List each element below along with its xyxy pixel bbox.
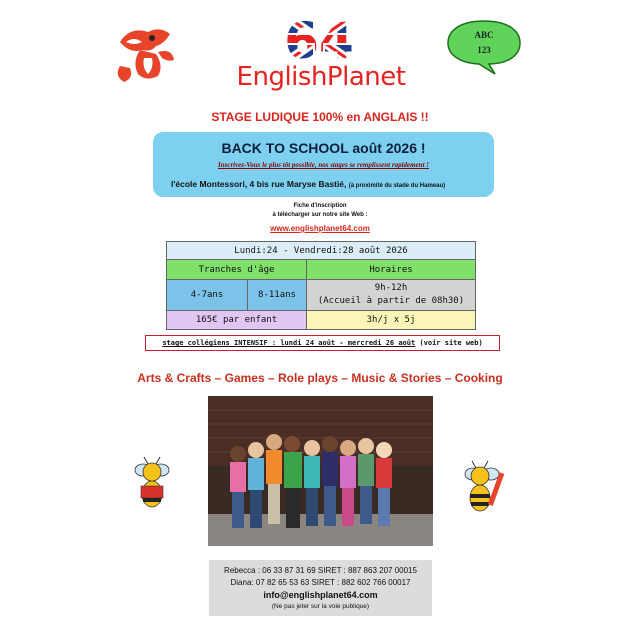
logo-64-union-jack bbox=[286, 16, 352, 62]
tagline: STAGE LUDIQUE 100% en ANGLAIS !! bbox=[211, 110, 429, 124]
contact-rebecca: Rebecca : 06 33 87 31 69 SIRET : 887 863 207 00015 bbox=[224, 566, 417, 575]
address-text: l'école Montessori, 4 bis rue Maryse Bastié, bbox=[171, 179, 347, 189]
bee-pencil-icon bbox=[460, 458, 504, 516]
contact-email[interactable]: info@englishplanet64.com bbox=[263, 590, 378, 600]
bubble-text-123: 123 bbox=[477, 45, 491, 55]
intensive-label: stage collégiens INTENSIF : lundi 24 août - mercredi 26 août bbox=[162, 339, 416, 347]
bubble-text-abc: ABC bbox=[474, 30, 494, 40]
frequency-cell: 3h/j x 5j bbox=[307, 311, 476, 330]
registration-info bbox=[0, 202, 640, 220]
age-group-2: 8-11ans bbox=[248, 280, 307, 311]
intensive-course-notice bbox=[145, 335, 500, 351]
footer-note: (Ne pas jeter sur la voie publique) bbox=[271, 603, 370, 610]
column-header-age: Tranches d'âge bbox=[167, 260, 307, 280]
registration-line-2: à télécharger sur notre site Web : bbox=[272, 212, 368, 218]
fox-mascot-illustration bbox=[112, 22, 180, 84]
address-note: (à proximité du stade du Hameau) bbox=[348, 183, 446, 189]
activities-list: Arts & Crafts – Games – Role plays – Music & Stories – Cooking bbox=[137, 371, 503, 385]
contact-diana: Diana: 07 82 65 53 63 SIRET : 882 602 766 00017 bbox=[230, 578, 411, 587]
schedule-dates: Lundi:24 - Vendredi:28 août 2026 bbox=[167, 242, 476, 260]
announcement-subtitle: Inscrivez-Vous le plus tôt possible, nos stages se remplissent rapidement ! bbox=[218, 161, 429, 169]
bee-reading-icon bbox=[131, 454, 173, 512]
intensive-note: (voir site web) bbox=[419, 339, 483, 347]
contact-footer bbox=[209, 560, 432, 616]
price-cell: 165€ par enfant bbox=[167, 311, 307, 330]
schedule-table bbox=[166, 241, 476, 330]
hours-time: 9h-12h bbox=[374, 283, 408, 293]
abc-speech-bubble bbox=[445, 18, 523, 76]
brand-name: EnglishPlanet bbox=[236, 62, 406, 92]
children-group-photo bbox=[208, 396, 433, 546]
hours-note: (Accueil à partir de 08h30) bbox=[317, 296, 465, 306]
age-group-1: 4-7ans bbox=[167, 280, 248, 311]
announcement-box bbox=[153, 132, 494, 197]
announcement-address bbox=[171, 179, 445, 189]
column-header-hours: Horaires bbox=[307, 260, 476, 280]
hours-cell bbox=[307, 280, 476, 311]
website-link[interactable]: www.englishplanet64.com bbox=[270, 224, 370, 233]
announcement-title: BACK TO SCHOOL août 2026 ! bbox=[221, 140, 426, 156]
registration-line-1: Fiche d'inscription bbox=[293, 203, 347, 209]
